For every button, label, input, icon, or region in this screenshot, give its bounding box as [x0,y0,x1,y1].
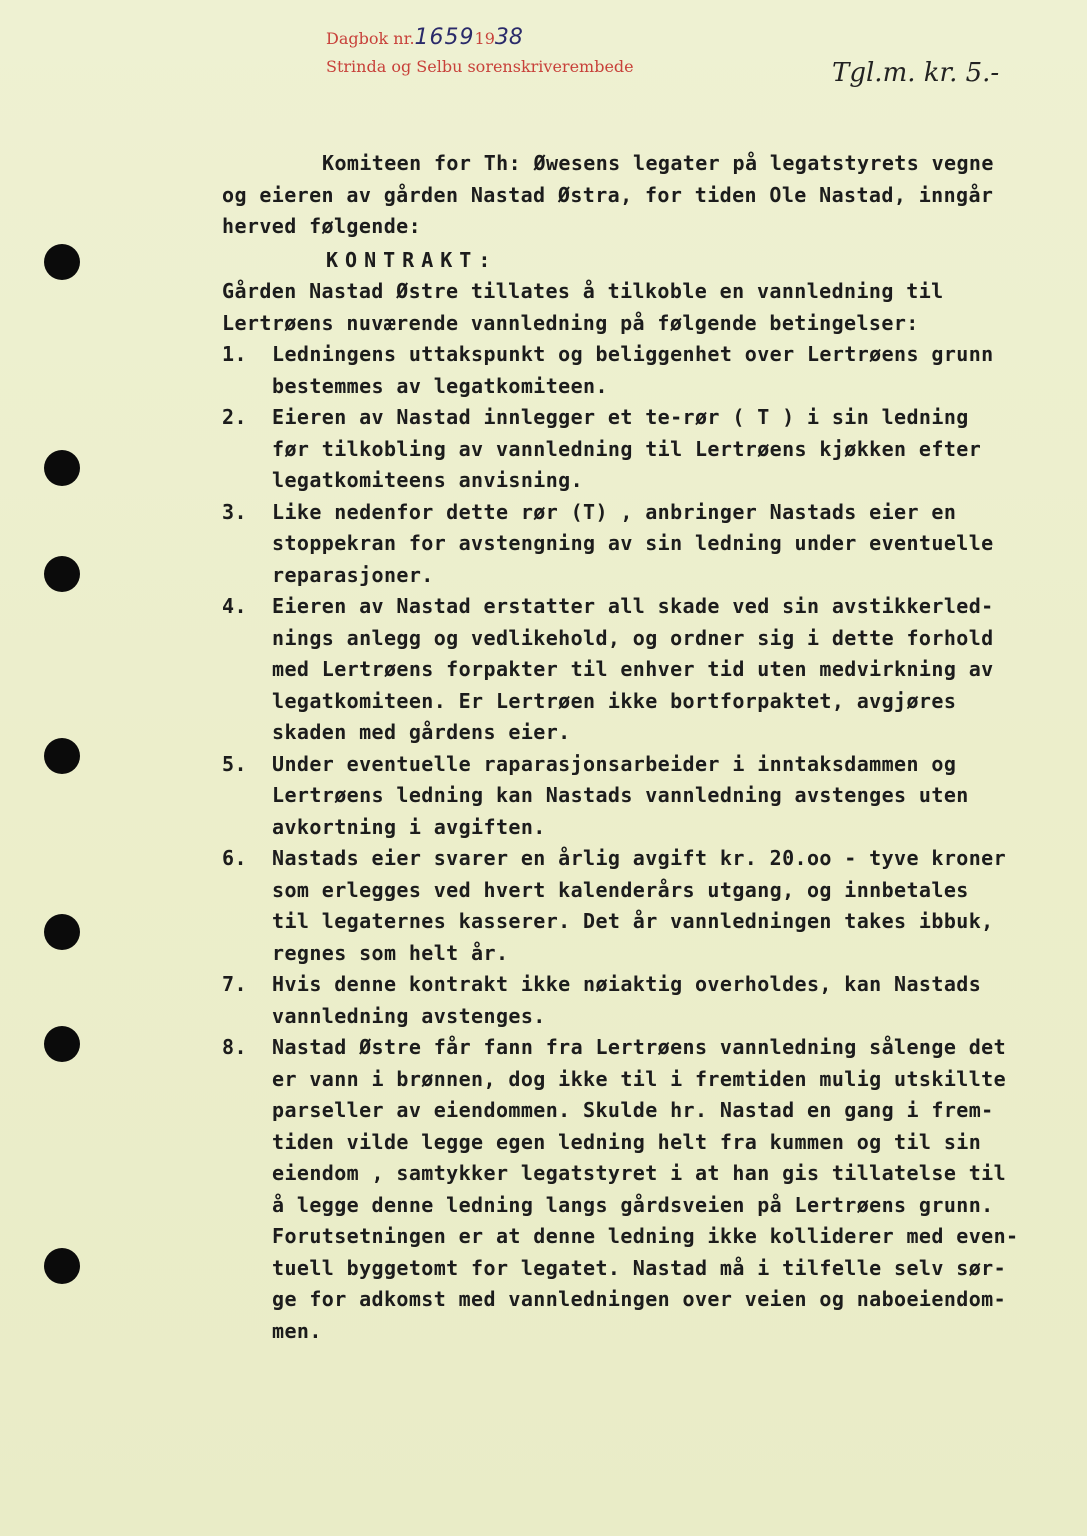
stamp-year-prefix: 19 [474,29,495,48]
clause-line: med Lertrøens forpakter til enhver tid uten medvirkning av [272,657,994,681]
stamp-number: 1659 [414,25,475,50]
punch-hole [44,556,80,592]
punch-hole [44,450,80,486]
clause-line: Eieren av Nastad erstatter all skade ved sin avstikkerled- [272,594,994,618]
clause-2 [222,402,1052,497]
handwritten-fee-note: Tgl.m. kr. 5.- [832,58,1000,88]
clause-text [272,402,1052,497]
clause-8 [222,1032,1052,1347]
clause-number: 4. [222,594,247,618]
clause-number: 5. [222,751,247,776]
clause-text [272,591,1052,749]
punch-hole [44,738,80,774]
stamp-office: Strinda og Selbu sorenskriverembede [326,57,634,76]
clause-line: ge for adkomst med vannledningen over veien og naboeiendom- [272,1287,1007,1311]
clause-number: 8. [222,1035,247,1059]
intro-line-1: Komiteen for Th: Øwesens legater på legatstyrets vegne [322,151,994,175]
clause-line: legatkomiteens anvisning. [272,468,584,492]
clause-line: Forutsetningen er at denne ledning ikke kolliderer med even- [272,1224,1019,1248]
clause-line: bestemmes av legatkomiteen. [272,373,608,398]
clause-line: reparasjoner. [272,562,434,587]
clause-line: tuell byggetomt for legatet. Nastad må i tilfelle selv sør- [272,1255,1007,1280]
clause-line: parseller av eiendommen. Skulde hr. Nastad en gang i frem- [272,1098,994,1122]
clause-line: er vann i brønnen, dog ikke til i fremtiden mulig utskillte [272,1066,1007,1091]
clause-line: avkortning i avgiften. [272,814,546,839]
clause-number: 2. [222,405,247,429]
clause-line: vannledning avstenges. [272,1003,546,1028]
clause-number: 6. [222,846,247,870]
clause-line: Like nedenfor dette rør (T) , anbringer Nastads eier en [272,499,957,524]
clause-line: før tilkobling av vannledning til Lertrøens kjøkken efter [272,436,982,461]
clause-line: til legaternes kasserer. Det år vannledningen takes ibbuk, [272,909,994,933]
clause-4 [222,591,1052,749]
clause-6 [222,843,1052,969]
clause-1 [222,339,1052,402]
punch-hole [44,1026,80,1062]
clause-line: men. [272,1318,322,1343]
clause-line: nings anlegg og vedlikehold, og ordner sig i dette forhold [272,625,994,650]
clause-line: stoppekran for avstengning av sin ledning under eventuelle [272,531,994,555]
intro-line-2: og eieren av gården Nastad Østra, for tiden Ole Nastad, inngår [222,182,994,207]
clause-line: tiden vilde legge egen ledning helt fra kummen og til sin [272,1129,982,1154]
contract-items [222,339,1052,1347]
clause-line: legatkomiteen. Er Lertrøen ikke bortforpaktet, avgjøres [272,688,957,713]
clause-text [272,339,1052,402]
stamp-year-suffix: 38 [494,25,523,50]
clause-line: Ledningens uttakspunkt og beliggenhet over Lertrøens grunn [272,342,994,366]
stamp-prefix: Dagbok nr. [326,29,415,48]
intro-line-3: herved følgende: [222,214,422,238]
punch-hole [44,914,80,950]
clause-line: regnes som helt år. [272,940,509,965]
clause-line: skaden med gårdens eier. [272,720,571,744]
clause-line: Eieren av Nastad innlegger et te-rør ( T ) i sin ledning [272,405,969,429]
clause-number: 7. [222,972,247,996]
clause-number: 1. [222,342,247,366]
clause-line: å legge denne ledning langs gårdsveien på Lertrøens grunn. [272,1192,994,1217]
contract-text [222,148,1052,1347]
clause-line: Under eventuelle raparasjonsarbeider i inntaksdammen og [272,751,957,776]
clause-text [272,843,1052,969]
clause-text [272,497,1052,592]
clause-5 [222,749,1052,844]
clause-text [272,749,1052,844]
clause-line: eiendom , samtykker legatstyret i at han gis tillatelse til [272,1161,1007,1185]
preamble-line-1: Gården Nastad Østre tillates å tilkoble en vannledning til [222,279,944,303]
clause-line: Hvis denne kontrakt ikke nøiaktig overholdes, kan Nastads [272,972,982,996]
contract-heading: KONTRAKT: [326,247,498,272]
clause-line: som erlegges ved hvert kalenderårs utgang, og innbetales [272,877,969,902]
clause-text [272,969,1052,1032]
preamble-line-2: Lertrøens nuværende vannledning på følgende betingelser: [222,310,919,335]
clause-line: Lertrøens ledning kan Nastads vannledning avstenges uten [272,783,969,807]
punch-hole [44,1248,80,1284]
clause-number: 3. [222,499,247,524]
clause-3 [222,497,1052,592]
clause-7 [222,969,1052,1032]
clause-line: Nastad Østre får fann fra Lertrøens vannledning sålenge det [272,1035,1007,1059]
register-stamp [326,24,634,81]
punch-hole [44,244,80,280]
clause-text [272,1032,1052,1347]
clause-line: Nastads eier svarer en årlig avgift kr. 20.oo - tyve kroner [272,846,1007,870]
